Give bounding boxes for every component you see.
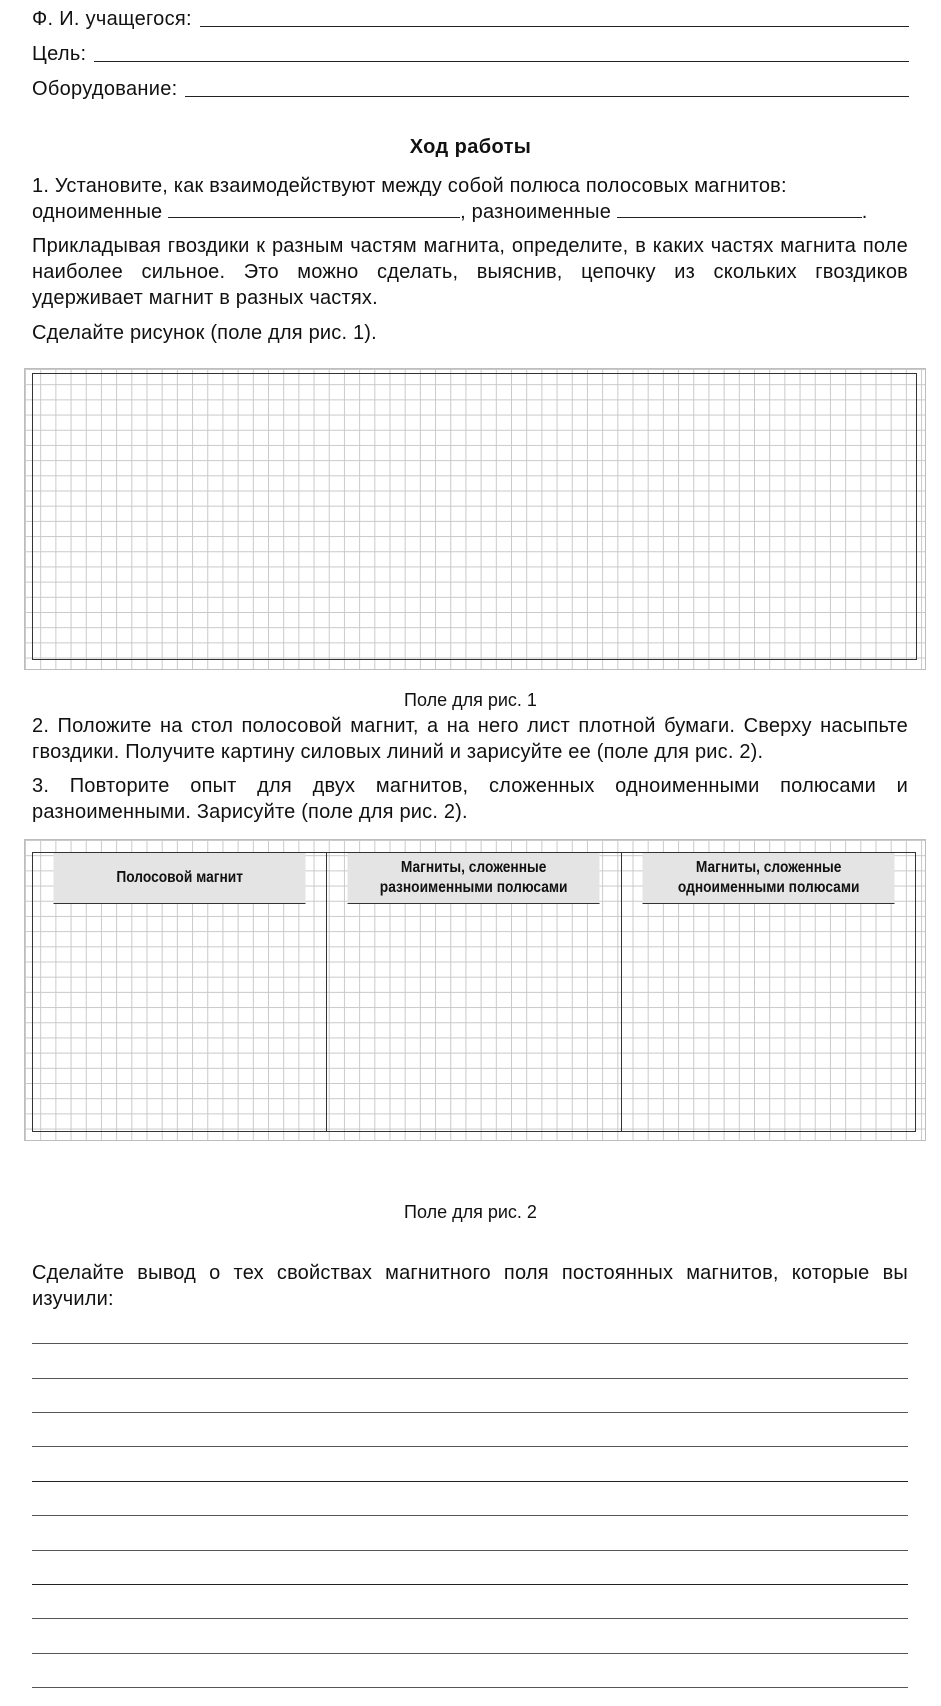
equipment-label: Оборудование: bbox=[32, 78, 178, 100]
conclusion-prompt: Сделайте вывод о тех свойствах магнитного поля постоянных магнитов, которые вы изучили: bbox=[32, 1262, 908, 1310]
student-name-field[interactable] bbox=[200, 25, 909, 27]
table-header-bar-magnet: Полосовой магнит bbox=[54, 853, 306, 904]
equipment-field[interactable] bbox=[185, 95, 909, 97]
answer-line[interactable] bbox=[32, 1412, 908, 1413]
figure2-caption: Поле для рис. 2 bbox=[404, 1202, 537, 1222]
table-column-same-poles bbox=[622, 853, 915, 1131]
table-cell-opposite-poles[interactable] bbox=[327, 904, 620, 1131]
section-title: Ход работы bbox=[409, 136, 532, 158]
step1-text: 1. Установите, как взаимодействуют между собой полюса полосовых магнитов: bbox=[32, 175, 787, 197]
figure2-table bbox=[32, 852, 916, 1132]
table-cell-same-poles[interactable] bbox=[622, 904, 915, 1131]
table-cell-bar-magnet[interactable] bbox=[33, 904, 326, 1131]
step2-paragraph: 2. Положите на стол полосовой магнит, а на него лист плотной бумаги. Сверху насыпьте гвоздики. Получите картину силовых линий и зарисуйте ее (поле для рис. 2). bbox=[32, 715, 908, 763]
student-name-row bbox=[32, 8, 909, 31]
answer-line[interactable] bbox=[32, 1687, 908, 1688]
step1-opposite-label: , разноименные bbox=[460, 201, 612, 223]
answer-line[interactable] bbox=[32, 1481, 908, 1482]
answer-line[interactable] bbox=[32, 1550, 908, 1551]
table-column-bar-magnet bbox=[33, 853, 327, 1131]
answer-line[interactable] bbox=[32, 1515, 908, 1516]
goal-label: Цель: bbox=[32, 43, 87, 65]
table-header-opposite-poles: Магниты, сложенные разноименными полюсами bbox=[348, 853, 600, 904]
opposite-poles-blank[interactable] bbox=[617, 201, 862, 218]
goal-row bbox=[32, 43, 909, 66]
step1-paragraph bbox=[32, 173, 908, 225]
figure1-frame bbox=[32, 373, 917, 660]
step1-instructions: Прикладывая гвоздики к разным частям магнита, определите, в каких частях магнита поле наиболее сильное. Это можно сделать, выяснив, цепочку из скольких гвоздиков удерживает магнит в разных частях. bbox=[32, 235, 908, 309]
equipment-row bbox=[32, 78, 909, 101]
same-poles-blank[interactable] bbox=[168, 201, 460, 218]
answer-line[interactable] bbox=[32, 1618, 908, 1619]
student-name-label: Ф. И. учащегося: bbox=[32, 8, 192, 30]
answer-line[interactable] bbox=[32, 1446, 908, 1447]
step3-paragraph: 3. Повторите опыт для двух магнитов, сложенных одноименными полюсами и разноименными. Зарисуйте (поле для рис. 2). bbox=[32, 775, 908, 823]
answer-line[interactable] bbox=[32, 1378, 908, 1379]
goal-field[interactable] bbox=[94, 60, 909, 62]
step1-draw-instruction: Сделайте рисунок (поле для рис. 1). bbox=[32, 322, 377, 344]
table-header-same-poles: Магниты, сложенные одноименными полюсами bbox=[642, 853, 894, 904]
answer-line[interactable] bbox=[32, 1343, 908, 1344]
answer-line[interactable] bbox=[32, 1653, 908, 1654]
step1-end: . bbox=[861, 201, 868, 223]
figure1-caption: Поле для рис. 1 bbox=[404, 690, 537, 710]
step1-same-label: одноименные bbox=[32, 201, 163, 223]
table-column-opposite-poles bbox=[327, 853, 621, 1131]
answer-line[interactable] bbox=[32, 1584, 908, 1585]
